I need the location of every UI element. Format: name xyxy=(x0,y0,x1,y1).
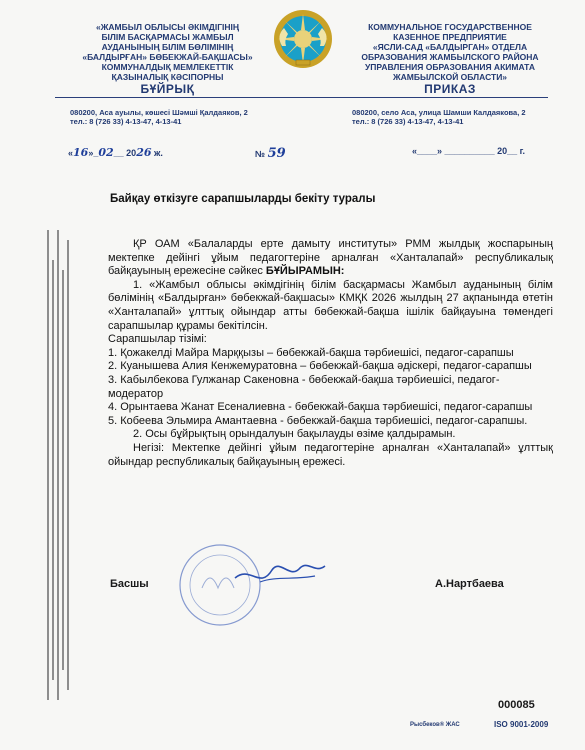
header-right-line: КАЗЕННОЕ ПРЕДПРИЯТИЕ xyxy=(393,32,507,42)
header-left xyxy=(60,22,275,94)
state-emblem-icon xyxy=(272,8,334,70)
order-number-value: 59 xyxy=(267,146,286,161)
date-day: 16 xyxy=(73,146,89,159)
item-1: 1. «Жамбыл облысы әкімдігінің білім басқармасы Жамбыл ауданының білім бөлімінің «Балдырған» бөбекжай-бақшасы» КМҚК 2026 жылдың 27 ақпанында өтетін «Ханталапай» ұлттық ойындар атты бөбекжай-бақша ішілік байқауына төмендегі сарапшылар құрамы бекітілсін. xyxy=(108,278,553,332)
phone-right-line: тел.: 8 (726 33) 4-13-47, 4-13-41 xyxy=(352,117,464,126)
experts-label: Сарапшылар тізімі: xyxy=(108,333,207,346)
header-left-line: «БАЛДЫРҒАН» БӨБЕКЖАЙ-БАҚШАСЫ» xyxy=(82,52,253,62)
date-suffix: ж. xyxy=(154,148,163,158)
basis-paragraph: Негізі: Мектепке дейінгі ұйым педагогтеріне арналған «Ханталапай» ұлттық ойындар республикалық байқауының ережесі. xyxy=(108,441,553,468)
expert-item: 1. Қожакелді Майра Марққызы – бөбекжай-бақша тәрбиешісі, педагог-сарапшы xyxy=(108,346,514,359)
order-number xyxy=(255,146,286,161)
header-right-line: ЖАМБЫЛСКОЙ ОБЛАСТИ» xyxy=(392,72,508,82)
header-right-line: КОММУНАЛЬНОЕ ГОСУДАРСТВЕННОЕ xyxy=(368,22,532,32)
date-year-prefix: 20 xyxy=(126,148,137,158)
iso-mark: ISO 9001-2009 xyxy=(494,720,549,729)
date-left: «16»_02__ 2026 ж. xyxy=(68,146,163,159)
expert-item: 2. Куанышева Алия Кенжемуратовна – бөбекжай-бақша әдіскері, педагог-сарапшы xyxy=(108,360,532,373)
address-left-line: 080200, Аса ауылы, көшесі Шәмші Қалдаяков, 2 xyxy=(70,108,248,117)
date-year: 26 xyxy=(136,146,152,159)
phone-left-line: тел.: 8 (726 33) 4-13-47, 4-13-41 xyxy=(70,117,182,126)
vertical-side-note-graphic xyxy=(44,230,74,700)
item-2: 2. Осы бұйрықтың орындалуын бақылауды өзіме қалдырамын. xyxy=(133,428,456,441)
header-left-line: КОММУНАЛДЫҚ МЕМЛЕКЕТТІК xyxy=(101,62,234,72)
doc-title-kz: БҰЙРЫҚ xyxy=(140,82,195,96)
header-left-line: ҚАЗЫНАЛЫҚ КӘСІПОРНЫ xyxy=(111,72,224,82)
header-right-line: ОБРАЗОВАНИЯ ЖАМБЫЛСКОГО РАЙОНА xyxy=(361,52,539,62)
expert-item: 4. Орынтаева Жанат Есеналиевна - бөбекжай-бақша тәрбиешісі, педагог-сарапшы xyxy=(108,401,533,414)
header-right xyxy=(340,22,560,94)
header-left-line: «ЖАМБЫЛ ОБЛЫСЫ ӘКІМДІГІНІҢ xyxy=(95,22,240,32)
order-number-label: № xyxy=(255,149,266,159)
printer-mark: Рысбеков® ЖАС xyxy=(410,722,460,728)
expert-item: 3. Кабылбекова Гулжанар Сакеновна - бөбекжай-бақша тәрбиешісі, педагог-модератор xyxy=(108,373,500,400)
header-divider xyxy=(55,97,548,98)
doc-title-ru: ПРИКАЗ xyxy=(424,82,476,96)
stamp-and-signature-graphic xyxy=(140,540,340,630)
page-title: Байқау өткізуге сарапшыларды бекіту туралы xyxy=(110,193,376,205)
date-month: 02 xyxy=(98,146,114,159)
intro-paragraph xyxy=(108,238,553,279)
signature-name: А.Нартбаева xyxy=(435,578,504,590)
header-right-line: «ЯСЛИ-САД «БАЛДЫРГАН» ОТДЕЛА xyxy=(372,42,528,52)
address-right xyxy=(352,108,526,126)
signature-role: Басшы xyxy=(110,578,149,590)
header-right-line: УПРАВЛЕНИЯ ОБРАЗОВАНИЯ АКИМАТА xyxy=(365,62,535,72)
header-left-line: АУДАНЫНЫҢ БІЛІМ БӨЛІМІНІҢ xyxy=(101,42,234,52)
order-word: БҰЙЫРАМЫН: xyxy=(265,265,345,278)
intro-text: ҚР ОАМ «Балаларды ерте дамыту институты» РММ жылдық жоспарының мектепке дейінгі ұйым педагогтеріне арналған «Ханталапай» республикалық байқауының ережесіне сәйкес xyxy=(108,238,553,278)
header-left-line: БІЛІМ БАСҚАРМАСЫ ЖАМБЫЛ xyxy=(101,32,234,42)
expert-item: 5. Кобеева Эльмира Амантаевна - бөбекжай-бақша тәрбиешісі, педагог-сарапшы. xyxy=(108,414,528,427)
serial-number: 000085 xyxy=(498,699,535,711)
address-right-line: 080200, село Аса, улица Шамши Калдаякова, 2 xyxy=(352,108,526,117)
order-body xyxy=(108,238,553,469)
date-right: «____» __________ 20__ г. xyxy=(412,146,525,156)
address-left xyxy=(70,108,248,126)
